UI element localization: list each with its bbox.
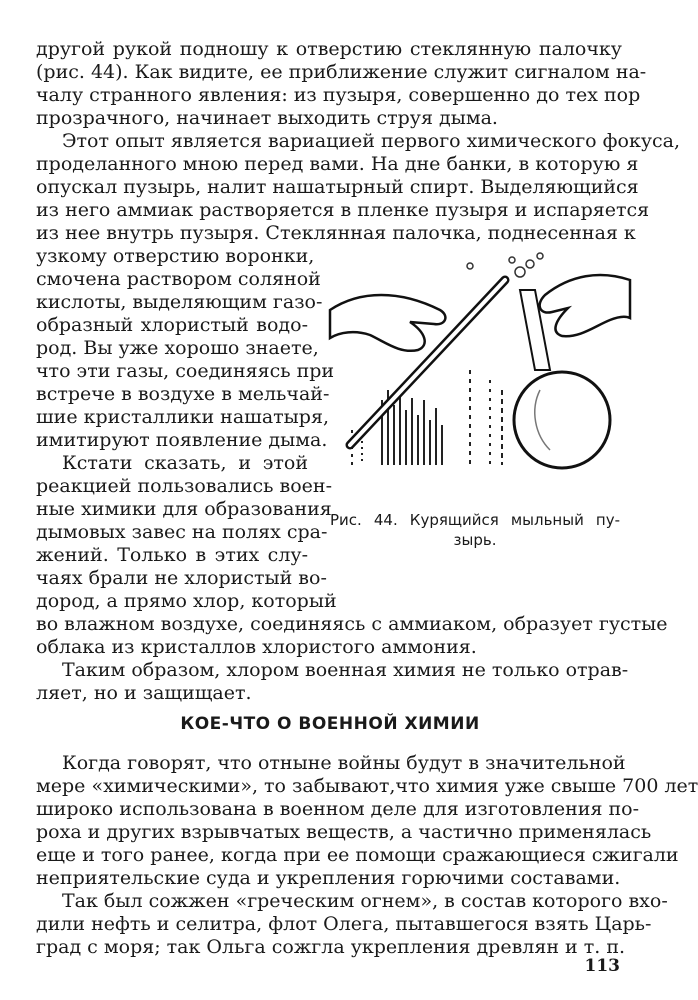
text-line: жений. Только в этих слу- bbox=[36, 544, 308, 566]
text-line: шие кристаллики нашатыря, bbox=[36, 406, 329, 428]
figure-caption bbox=[330, 510, 620, 550]
smoking-bubble-illustration bbox=[330, 250, 630, 480]
text-line: (рис. 44). Как видите, ее приближение служит сигналом на- bbox=[36, 61, 647, 83]
text-line: облака из кристаллов хлористого аммония. bbox=[36, 636, 477, 658]
text-line: еще и того ранее, когда при ее помощи сражающиеся сжигали bbox=[36, 844, 679, 866]
text-line: из него аммиак растворяется в пленке пузыря и испаряется bbox=[36, 199, 650, 221]
text-line: что эти газы, соединяясь при bbox=[36, 360, 335, 382]
caption-line: Рис. 44. Курящийся мыльный пу- bbox=[330, 511, 620, 529]
text-line: смочена раствором соляной bbox=[36, 268, 321, 290]
text-line: Когда говорят, что отныне войны будут в значительной bbox=[62, 752, 626, 774]
text-line: образный хлористый водо- bbox=[36, 314, 308, 336]
text-line: реакцией пользовались воен- bbox=[36, 475, 333, 497]
caption-line: зырь. bbox=[453, 531, 497, 549]
text-line: проделанного мною перед вами. На дне банки, в которую я bbox=[36, 153, 639, 175]
illustration-drawing bbox=[330, 250, 630, 480]
text-line: встрече в воздухе в мельчай- bbox=[36, 383, 330, 405]
text-line: опускал пузырь, налит нашатырный спирт. Выделяющийся bbox=[36, 176, 639, 198]
text-line: мере «химическими», то забывают,что химия уже свыше 700 лет bbox=[36, 775, 698, 797]
text-line: прозрачного, начинает выходить струя дыма. bbox=[36, 107, 498, 129]
text-line: широко использована в военном деле для изготовления по- bbox=[36, 798, 640, 820]
text-line: чалу странного явления: из пузыря, совершенно до тех пор bbox=[36, 84, 641, 106]
text-line: неприятельские суда и укрепления горючими составами. bbox=[36, 867, 621, 889]
text-line: дород, а прямо хлор, который bbox=[36, 590, 337, 612]
text-line: дили нефть и селитра, флот Олега, пытавшегося взять Царь- bbox=[36, 913, 652, 935]
text-line: ные химики для образования bbox=[36, 498, 332, 520]
text-line: роха и других взрывчатых веществ, а частично применялась bbox=[36, 821, 652, 843]
text-line: Кстати сказать, и этой bbox=[62, 452, 308, 474]
text-line: ляет, но и защищает. bbox=[36, 682, 252, 704]
section-heading: КОЕ-ЧТО О ВОЕННОЙ ХИМИИ bbox=[180, 714, 480, 734]
text-line: Этот опыт является вариацией первого химического фокуса, bbox=[62, 130, 681, 152]
text-line: имитируют появление дыма. bbox=[36, 429, 328, 451]
text-line: кислоты, выделяющим газо- bbox=[36, 291, 323, 313]
text-line: другой рукой подношу к отверстию стеклянную палочку bbox=[36, 38, 622, 60]
text-line: во влажном воздухе, соединяясь с аммиаком, образует густые bbox=[36, 613, 668, 635]
text-line: узкому отверстию воронки, bbox=[36, 245, 315, 267]
text-line: Таким образом, хлором военная химия не только отрав- bbox=[62, 659, 629, 681]
text-line: чаях брали не хлористый во- bbox=[36, 567, 327, 589]
text-line: род. Вы уже хорошо знаете, bbox=[36, 337, 319, 359]
page-number: 113 bbox=[584, 956, 620, 976]
text-line: из нее внутрь пузыря. Стеклянная палочка, поднесенная к bbox=[36, 222, 636, 244]
text-line: дымовых завес на полях сра- bbox=[36, 521, 328, 543]
smoke-puffs bbox=[467, 253, 543, 277]
text-line: Так был сожжен «греческим огнем», в состав которого вхо- bbox=[62, 890, 668, 912]
text-line: град с моря; так Ольга сожгла укрепления древлян и т. п. bbox=[36, 936, 626, 958]
